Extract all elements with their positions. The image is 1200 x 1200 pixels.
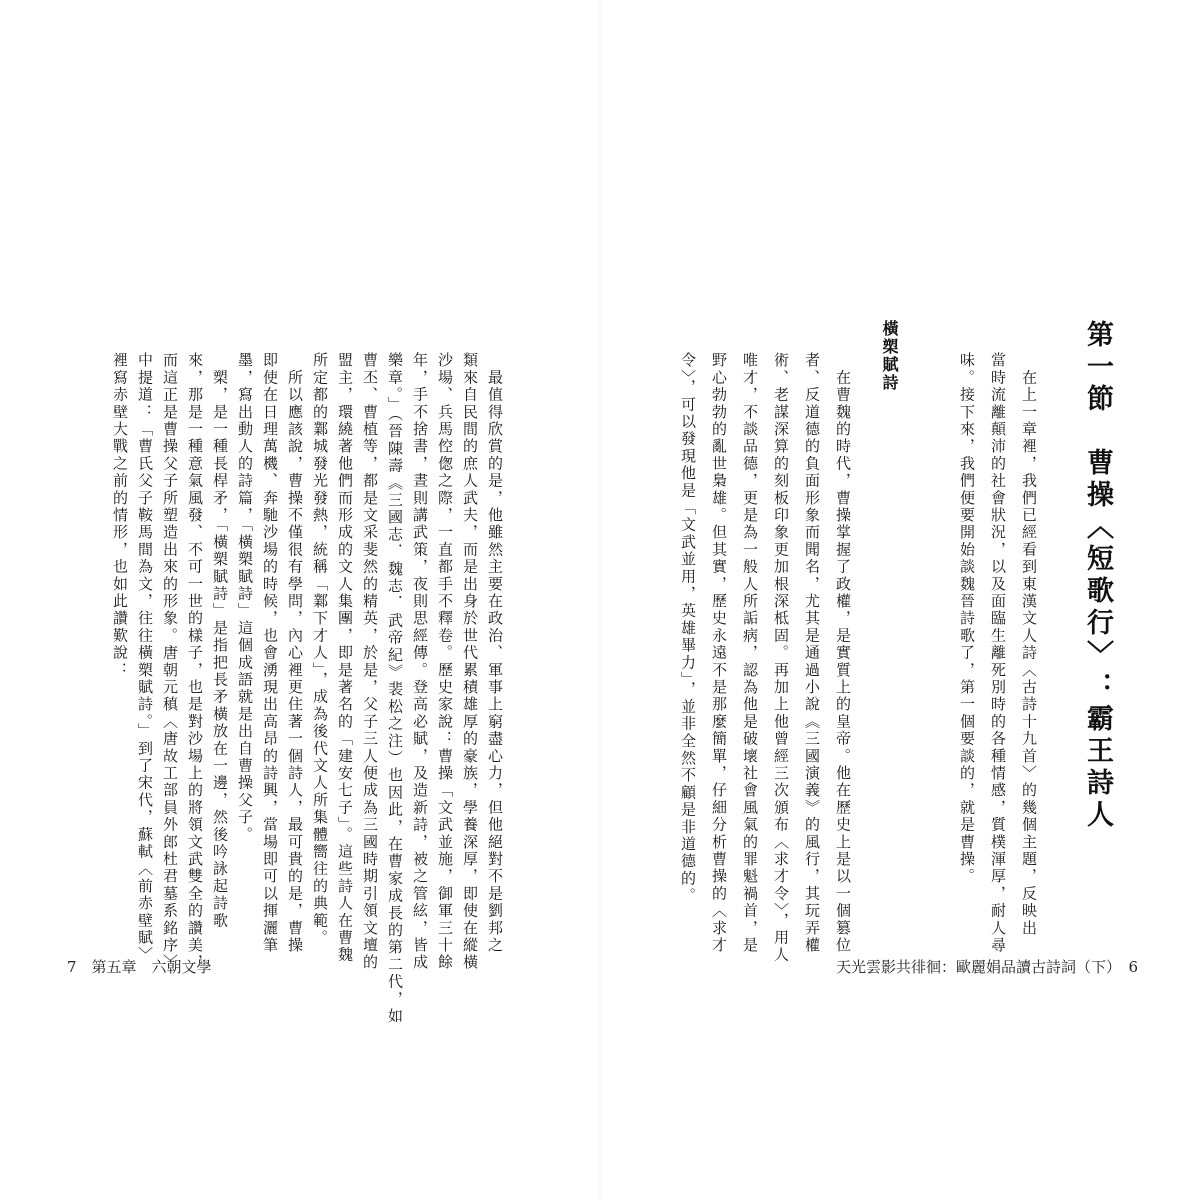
page-footer-right: 天光雲影共徘徊：歐麗娟品讀古詩詞（下） 6: [835, 958, 1138, 976]
text-column: 中提道：「曹氏父子鞍馬間為文，往往橫槊賦詩。」到了宋代，蘇軾〈前赤壁賦〉: [136, 352, 154, 964]
text-column: 者、反道德的負面形象而聞名，尤其是通過小說《三國演義》的風行，其玩弄權: [803, 352, 821, 954]
text-column: 在曹魏的時代，曹操掌握了政權，是實質上的皇帝。他在歷史上是以一個篡位: [834, 352, 852, 954]
text-column: 年，手不捨書，晝則講武策，夜則思經傳。登高必賦，及造新詩，被之管絃，皆成: [411, 352, 429, 972]
text-column: 類來自民間的庶人武夫，而是出身於世代累積雄厚的豪族，學養深厚，即使在縱橫: [461, 352, 479, 972]
text-column: 野心勃勃的亂世梟雄。但其實，歷史永遠不是那麼簡單，仔細分析曹操的〈求才: [710, 352, 728, 954]
text-column: 即使在日理萬機、奔馳沙場的時候，也會湧現出高昂的詩興，當場即可以揮灑筆: [261, 352, 279, 954]
text-column: 唯才，不談品德，更是為一般人所詬病，認為他是破壞社會風氣的罪魁禍首，是: [741, 352, 759, 954]
text-column: 所定都的鄴城發光發熱，統稱「鄴下才人」，成為後代文人所集體嚮往的典範。: [311, 352, 329, 947]
text-column: 沙場、兵馬倥偬之際，一直都手不釋卷。歷史家說：曹操「文武並施，御軍三十餘: [436, 352, 454, 972]
text-column: 來，那是一種意氣風發、不可一世的樣子，也是對沙場上的將領文武雙全的讚美，: [186, 352, 204, 972]
text-column: 最值得欣賞的是，他雖然主要在政治、軍事上窮盡心力，但他絕對不是劉邦之: [486, 352, 504, 954]
text-column: 當時流離顛沛的社會狀況，以及面臨生離死別時的各種情感，質樸渾厚，耐人尋: [989, 352, 1007, 954]
page-footer-left: 7 第五章 六朝文學: [67, 958, 212, 976]
text-column: 所以應該說，曹操不僅很有學問，內心裡更住著一個詩人，最可貴的是，曹操: [286, 352, 304, 954]
text-column: 墨，寫出動人的詩篇，「橫槊賦詩」這個成語就是出自曹操父子。: [236, 352, 254, 844]
text-column: 曹丕、曹植等，都是文采斐然的精英，於是，父子三人便成為三國時期引領文壇的: [361, 352, 379, 972]
text-column: 在上一章裡，我們已經看到東漢文人詩〈古詩十九首〉的幾個主題，反映出: [1020, 352, 1038, 937]
text-column: 樂章。」（晉陳壽《三國志．魏志．武帝紀》裴松之注）也因此，在曹家成長的第二代，如: [386, 352, 404, 1025]
text-column: 而這正是曹操父子所塑造出來的形象。唐朝元稹〈唐故工部員外郎杜君墓系銘序〉: [161, 352, 179, 972]
text-column: 裡寫赤壁大戰之前的情形，也如此讚歎說：: [111, 352, 129, 679]
text-column: 味。接下來，我們便要開始談魏晉詩歌了，第一個要談的，就是曹操。: [958, 352, 976, 886]
text-column: 盟主，環繞著他們而形成的文人集團，即是著名的「建安七子」。這些詩人在曹魏: [336, 352, 354, 964]
section-heading: 橫槊賦詩: [880, 320, 899, 392]
text-column: 術、老謀深算的刻板印象更加根深柢固。再加上他曾經三次頒布〈求才令〉，用人: [772, 352, 790, 964]
text-column: 令〉，可以發現他是「文武並用，英雄畢力」，並非全然不顧是非道德的。: [679, 352, 697, 905]
gutter: [599, 0, 601, 1200]
chapter-heading: 第一節 曹操〈短歌行〉：霸王詩人: [1082, 320, 1113, 832]
text-column: 槊，是一種長桿矛，「橫槊賦詩」是指把長矛橫放在一邊，然後吟詠起詩歌: [211, 352, 229, 930]
